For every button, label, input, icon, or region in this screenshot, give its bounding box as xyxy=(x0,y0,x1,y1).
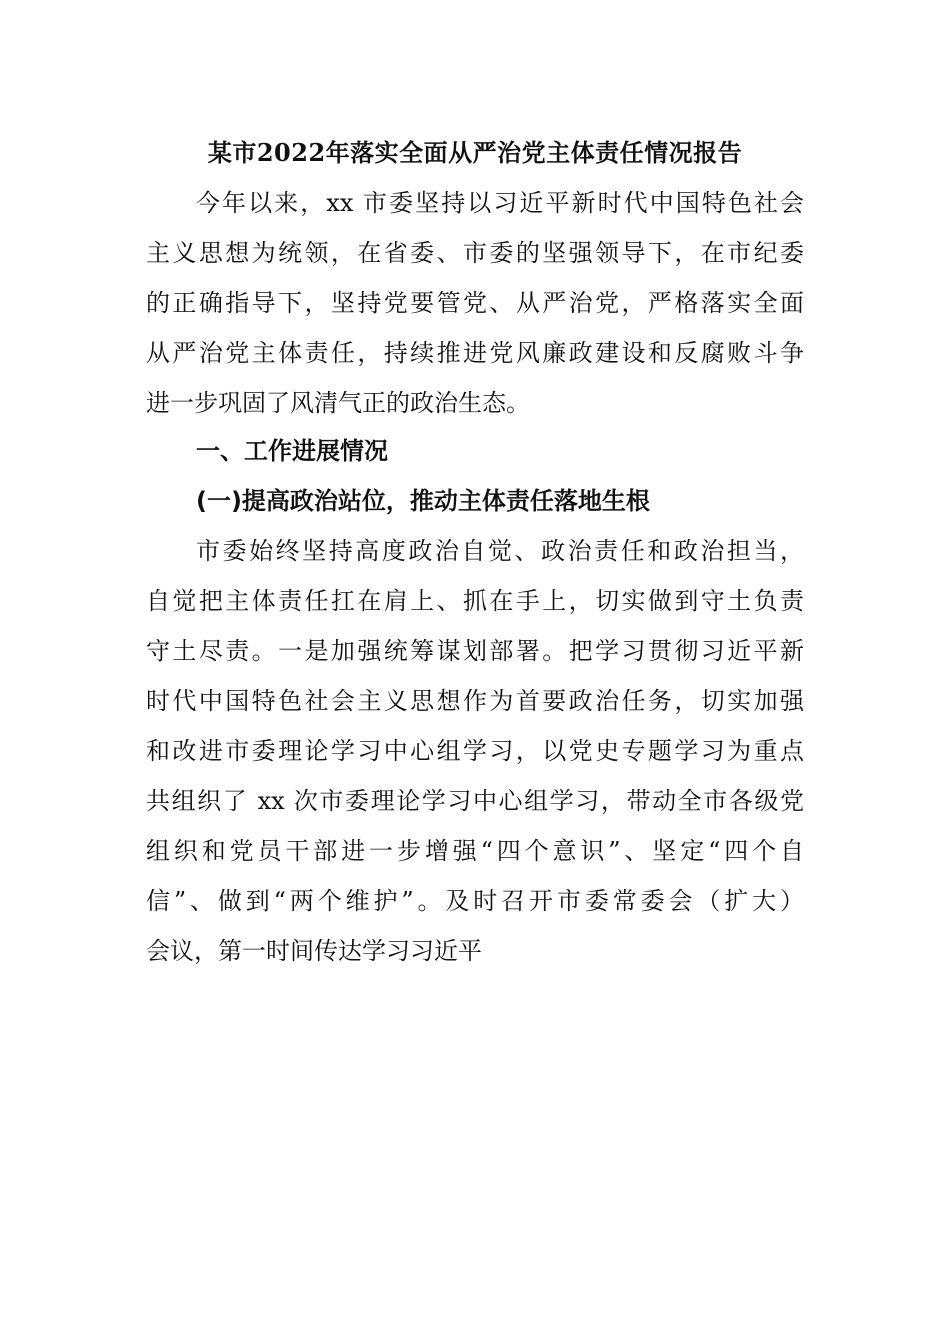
paragraph2-line-6: 共组织了 xx 次市委理论学习中心组学习，带动全市各级党 xyxy=(146,787,804,815)
paragraph2-line-7: 组织和党员干部进一步增强“四个意识”、坚定“四个自 xyxy=(146,837,804,865)
paragraph2-line-5: 和改进市委理论学习中心组学习，以党史专题学习为重点 xyxy=(146,737,804,765)
paragraph1-line-4: 从严治党主体责任，持续推进党风廉政建设和反腐败斗争 xyxy=(146,339,804,367)
subsection-heading: (一)提高政治站位，推动主体责任落地生根 xyxy=(196,487,650,515)
paragraph2-line-4: 时代中国特色社会主义思想作为首要政治任务，切实加强 xyxy=(146,687,804,715)
paragraph1-line-1: 今年以来，xx 市委坚持以习近平新时代中国特色社会 xyxy=(196,189,804,217)
paragraph1-line-2: 主义思想为统领，在省委、市委的坚强领导下，在市纪委 xyxy=(146,239,804,267)
paragraph2-line-9: 会议，第一时间传达学习习近平 xyxy=(146,937,482,965)
section-heading: 一、工作进展情况 xyxy=(196,437,388,465)
paragraph2-line-3: 守土尽责。一是加强统筹谋划部署。把学习贯彻习近平新 xyxy=(146,637,804,665)
document-title: 某市2022年落实全面从严治党主体责任情况报告 xyxy=(207,138,743,167)
paragraph1-line-5: 进一步巩固了风清气正的政治生态。 xyxy=(146,389,530,417)
paragraph2-line-8: 信”、做到“两个维护”。及时召开市委常委会（扩大） xyxy=(146,887,804,915)
paragraph2-line-1: 市委始终坚持高度政治自觉、政治责任和政治担当， xyxy=(196,537,804,565)
paragraph1-line-3: 的正确指导下，坚持党要管党、从严治党，严格落实全面 xyxy=(146,289,804,317)
paragraph2-line-2: 自觉把主体责任扛在肩上、抓在手上，切实做到守土负责 xyxy=(146,587,804,615)
